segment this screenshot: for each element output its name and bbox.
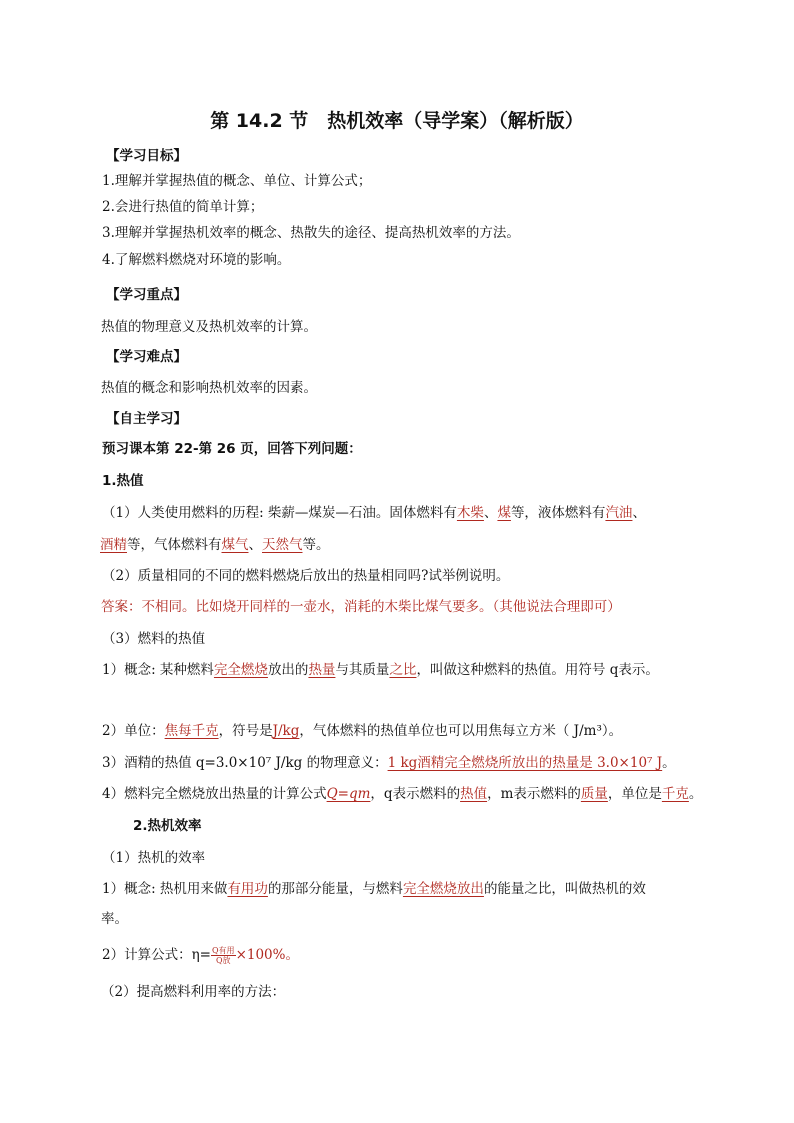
efficiency-fraction: $\frac{\text{Q有用}}{\text{Q放}}$ bbox=[212, 946, 235, 965]
concept-line: 1）概念: 某种燃料完全燃烧放出的热量与其质量之比，叫做这种燃料的热值。用符号 q表示。 bbox=[102, 662, 659, 678]
goal-item: 2.会进行热值的简单计算； bbox=[102, 199, 264, 215]
answer-blank: 煤 bbox=[497, 505, 511, 521]
formula-line: 4）燃料完全燃烧放出热量的计算公式Q=qm，q表示燃料的热值，m表示燃料的质量，单位是千克。 bbox=[102, 786, 703, 802]
question-3: （3）燃料的热值 bbox=[102, 631, 206, 647]
answer-blank: 热值 bbox=[460, 786, 488, 802]
goal-item: 3.理解并掌握热机效率的概念、热散失的途径、提高热机效率的方法。 bbox=[102, 225, 520, 241]
question-2-answer: 答案：不相同。比如烧开同样的一壶水，消耗的木柴比煤气要多。（其他说法合理即可） bbox=[101, 599, 621, 615]
section-efficiency-heading: 2.热机效率 bbox=[133, 818, 202, 834]
efficiency-methods-heading: （2）提高燃料利用率的方法： bbox=[101, 984, 286, 1000]
answer-blank: 千克 bbox=[661, 786, 689, 802]
unit-line: 2）单位：焦每千克，符号是J/kg，气体燃料的热值单位也可以用焦每立方米（ J/m³）。 bbox=[102, 723, 623, 739]
difficulty-heading: 【学习难点】 bbox=[106, 349, 187, 365]
answer-blank: 天然气 bbox=[262, 537, 303, 553]
efficiency-subheading: （1）热机的效率 bbox=[102, 850, 206, 866]
answer-blank: 酒精 bbox=[100, 537, 127, 553]
goal-item: 1.理解并掌握热值的概念、单位、计算公式； bbox=[102, 173, 372, 189]
page-title: 第 14.2 节 热机效率（导学案）（解析版） bbox=[210, 110, 584, 132]
answer-blank: J/kg bbox=[272, 723, 300, 739]
answer-blank: 汽油 bbox=[605, 505, 633, 521]
efficiency-concept-line-2: 率。 bbox=[101, 911, 128, 927]
key-text: 热值的物理意义及热机效率的计算。 bbox=[101, 319, 317, 335]
answer-blank: 之比 bbox=[389, 662, 417, 678]
answer-blank: 焦每千克 bbox=[164, 723, 219, 739]
self-study-heading: 【自主学习】 bbox=[106, 411, 187, 427]
key-heading: 【学习重点】 bbox=[106, 287, 187, 303]
answer-blank: Q=qm bbox=[326, 786, 371, 802]
answer-blank: 热量 bbox=[308, 662, 336, 678]
answer-blank: 完全燃烧放出 bbox=[402, 881, 484, 897]
meaning-line: 3）酒精的热值 q=3.0×10⁷ J/kg 的物理意义：1 kg酒精完全燃烧所放出的热量是 3.0×10⁷ J。 bbox=[102, 755, 676, 771]
question-1-line-1: （1）人类使用燃料的历程: 柴薪—煤炭—石油。固体燃料有木柴、煤等，液体燃料有汽油、 bbox=[102, 505, 646, 521]
difficulty-text: 热值的概念和影响热机效率的因素。 bbox=[101, 380, 317, 396]
answer-blank: 木柴 bbox=[456, 505, 484, 521]
answer-blank: 有用功 bbox=[227, 881, 268, 897]
answer-blank: 煤气 bbox=[221, 537, 249, 553]
answer-blank: 1 kg酒精完全燃烧所放出的热量是 3.0×10⁷ J bbox=[387, 755, 663, 771]
goal-heading: 【学习目标】 bbox=[106, 148, 187, 164]
answer-blank: 完全燃烧 bbox=[213, 662, 268, 678]
answer-blank: 质量 bbox=[580, 786, 608, 802]
efficiency-concept-line-1: 1）概念: 热机用来做有用功的那部分能量，与燃料完全燃烧放出的能量之比，叫做热机的效 bbox=[102, 881, 646, 897]
efficiency-formula-line: 2）计算公式：η= $\frac{\text{Q有用}}{\text{Q放}}$ ×100%。 bbox=[102, 946, 299, 965]
goal-item: 4.了解燃料燃烧对环境的影响。 bbox=[102, 252, 291, 268]
section-heat-value-heading: 1.热值 bbox=[102, 473, 144, 489]
question-1-line-2: 酒精等，气体燃料有煤气、天然气等。 bbox=[100, 537, 330, 553]
question-2: （2）质量相同的不同的燃料燃烧后放出的热量相同吗?试举例说明。 bbox=[102, 568, 510, 584]
preview-instruction: 预习课本第 22-第 26 页，回答下列问题： bbox=[102, 441, 362, 457]
